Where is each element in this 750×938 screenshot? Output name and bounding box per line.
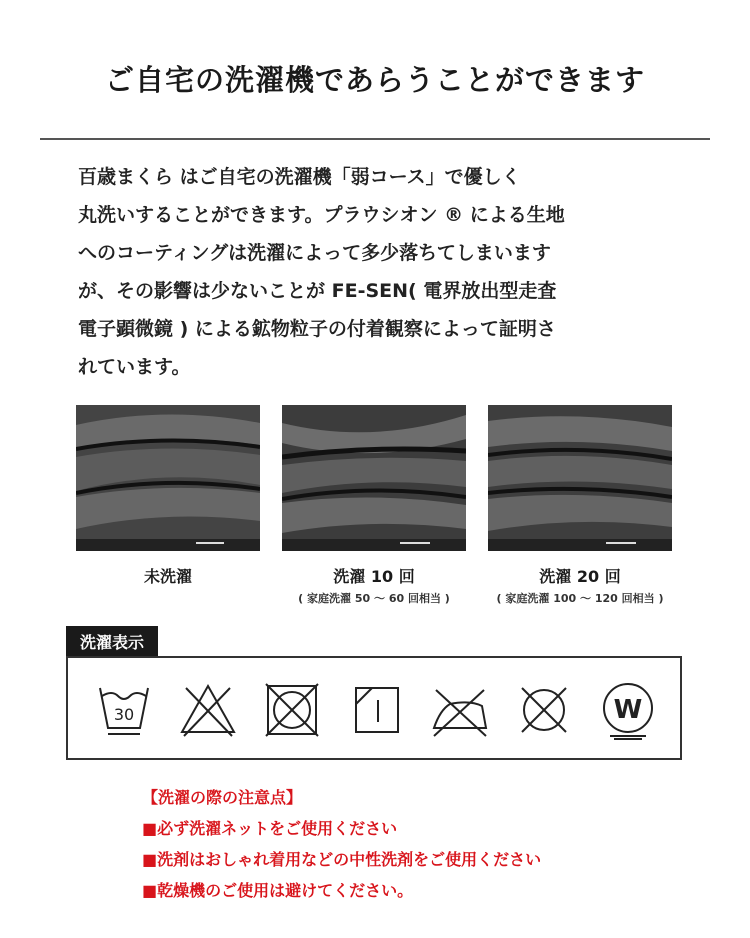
wash-temp-label: 30 — [113, 705, 135, 724]
note-item: ■必ず洗濯ネットをご使用ください — [142, 819, 398, 838]
no-dry-clean-icon — [514, 680, 574, 740]
description — [78, 158, 688, 386]
photo-subcaption: ( 家庭洗濯 50 ～ 60 回相当 ) — [298, 592, 450, 605]
photo-subcaption: ( 家庭洗濯 100 ～ 120 回相当 ) — [496, 592, 664, 605]
no-iron-icon — [430, 680, 490, 740]
wet-clean-letter: W — [613, 695, 643, 725]
care-label-heading: 洗濯表示 — [66, 626, 158, 657]
description-line: 丸洗いすることができます。プラウシオン ® による生地 — [78, 204, 565, 226]
drip-dry-shade-icon — [346, 680, 406, 740]
no-bleach-icon — [178, 680, 238, 740]
description-line: 百歳まくら はご自宅の洗濯機「弱コース」で優しく — [78, 166, 521, 188]
sem-photo-unwashed — [76, 405, 260, 551]
photo-caption: 洗濯 20 回 — [539, 567, 621, 586]
note-item: ■洗剤はおしゃれ着用などの中性洗剤をご使用ください — [142, 850, 542, 869]
no-tumble-dry-icon — [262, 680, 322, 740]
sem-photo-wash-20 — [488, 405, 672, 551]
photo-caption: 未洗濯 — [143, 567, 192, 586]
title-divider — [40, 138, 710, 140]
wash-30-icon — [94, 680, 154, 740]
page-title: ご自宅の洗濯機であらうことができます — [104, 63, 645, 97]
description-line: へのコーティングは洗濯によって多少落ちてしまいます — [78, 242, 551, 264]
note-item: ■乾燥機のご使用は避けてください。 — [142, 881, 414, 900]
description-line: が、その影響は少ないことが FE-SEN( 電界放出型走査 — [78, 280, 557, 302]
wet-clean-icon — [598, 680, 658, 740]
photo-caption: 洗濯 10 回 — [333, 567, 415, 586]
washing-notes — [142, 782, 541, 906]
notes-heading: 【洗濯の際の注意点】 — [142, 788, 303, 807]
description-line: 電子顕微鏡 ) による鉱物粒子の付着観察によって証明さ — [78, 318, 556, 340]
description-line: れています。 — [78, 356, 191, 378]
sem-photo-wash-10 — [282, 405, 466, 551]
